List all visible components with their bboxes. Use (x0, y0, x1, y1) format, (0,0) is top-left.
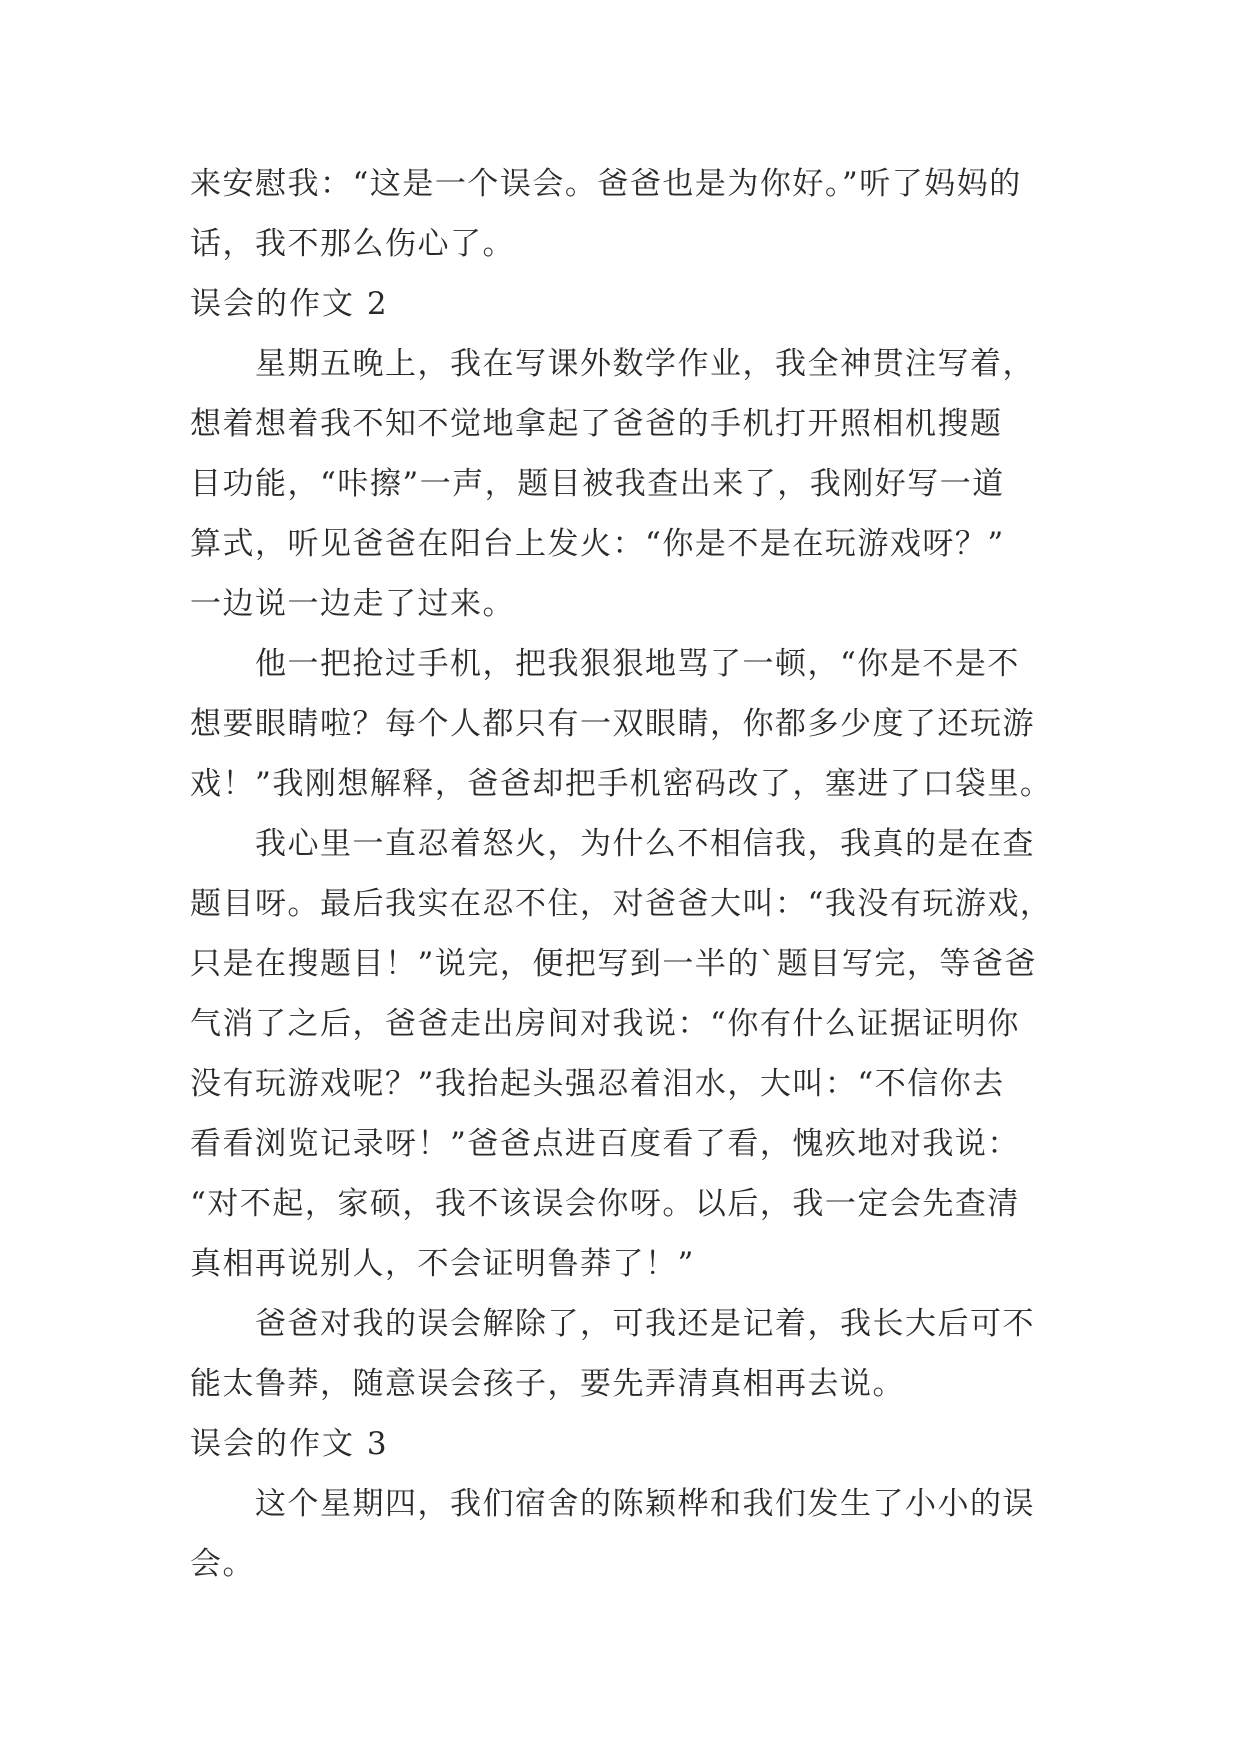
section-heading: 误会的作文 3 (190, 1426, 389, 1462)
text-line: 他一把抢过手机，把我狠狠地骂了一顿，“你是不是不 (190, 646, 1020, 682)
text-line: 能太鲁莽，随意误会孩子，要先弄清真相再去说。 (190, 1366, 905, 1402)
text-line: 算式，听见爸爸在阳台上发火：“你是不是在玩游戏呀？” (190, 526, 1005, 562)
text-line: 来安慰我：“这是一个误会。爸爸也是为你好。”听了妈妈的 (190, 166, 1022, 202)
text-line: 想要眼睛啦？每个人都只有一双眼睛，你都多少度了还玩游 (190, 706, 1035, 742)
text-line: 没有玩游戏呢？”我抬起头强忍着泪水，大叫：“不信你去 (190, 1066, 1005, 1102)
text-line: 想着想着我不知不觉地拿起了爸爸的手机打开照相机搜题 (190, 406, 1003, 442)
text-line: 会。 (190, 1546, 255, 1582)
text-line: 气消了之后，爸爸走出房间对我说：“你有什么证据证明你 (190, 1006, 1020, 1042)
text-line: 一边说一边走了过来。 (190, 586, 515, 622)
section-heading: 误会的作文 2 (190, 286, 389, 322)
text-line: “对不起，家硕，我不该误会你呀。以后，我一定会先查清 (190, 1186, 1020, 1222)
text-line: 题目呀。最后我实在忍不住，对爸爸大叫：“我没有玩游戏， (190, 886, 1053, 922)
text-line: 只是在搜题目！”说完，便把写到一半的`题目写完，等爸爸 (190, 946, 1037, 982)
text-line: 目功能，“咔擦”一声，题目被我查出来了，我刚好写一道 (190, 466, 1005, 502)
text-line: 真相再说别人，不会证明鲁莽了！” (190, 1246, 695, 1282)
text-line: 看看浏览记录呀！”爸爸点进百度看了看，愧疚地对我说： (190, 1126, 1020, 1162)
text-line: 这个星期四，我们宿舍的陈颖桦和我们发生了小小的误 (190, 1486, 1035, 1522)
text-line: 戏！”我刚想解释，爸爸却把手机密码改了，塞进了口袋里。 (190, 766, 1053, 802)
text-line: 星期五晚上，我在写课外数学作业，我全神贯注写着， (190, 346, 1035, 382)
text-line: 我心里一直忍着怒火，为什么不相信我，我真的是在查 (190, 826, 1035, 862)
text-line: 爸爸对我的误会解除了，可我还是记着，我长大后可不 (190, 1306, 1035, 1342)
text-line: 话，我不那么伤心了。 (190, 226, 515, 262)
